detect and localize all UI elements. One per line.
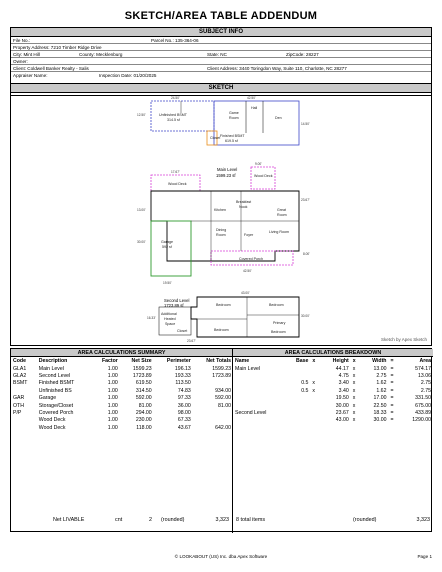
summary-cell: 118.00 <box>136 424 152 431</box>
summary-cell: 642.00 <box>215 424 231 431</box>
breakdown-row <box>233 365 433 372</box>
breakdown-cell: 19.50 <box>335 395 349 402</box>
summary-cell: Unfinished BS <box>38 387 72 394</box>
dim-bsmt-left: 12.50' <box>137 113 146 117</box>
subject-row-appraiser <box>11 72 431 79</box>
summary-cell: BSMT <box>13 380 28 387</box>
summary-row <box>11 372 233 379</box>
county: County: Mecklenburg <box>79 52 123 57</box>
net-livable-unit: cnt <box>115 517 123 523</box>
net-livable-rounded: (rounded) <box>161 517 185 523</box>
breakdown-cell: = <box>390 387 394 394</box>
summary-cell: 113.50 <box>175 380 191 387</box>
finished-bsmt-area: 619.5 sf <box>225 139 238 143</box>
document-title: SKETCH/AREA TABLE ADDENDUM <box>124 10 318 22</box>
hall-label: Hall <box>251 106 258 110</box>
summary-cell: 43.67 <box>177 424 191 431</box>
breakdown-cell: 0.5 <box>301 380 309 387</box>
summary-cell: 1599.23 <box>132 365 152 372</box>
net-livable-label: Net LIVABLE <box>53 517 85 523</box>
summary-cell: 1.00 <box>107 424 118 431</box>
garage-label: Garage <box>161 240 173 244</box>
subject-row-file <box>11 37 431 44</box>
wood-deck-2-label: Wood Deck <box>254 174 273 178</box>
dim-porch-bottom: 42.50' <box>243 269 252 273</box>
dim-garage-bottom: 19.50' <box>163 281 172 285</box>
breakdown-cell <box>286 409 311 416</box>
summary-cell: 294.00 <box>135 410 152 417</box>
second-level-plan <box>147 291 310 343</box>
summary-cell: 1723.89 <box>212 373 231 380</box>
breakdown-cell: 13.06 <box>418 373 431 380</box>
summary-cell: 74.83 <box>177 387 191 394</box>
summary-cell: Finished BSMT <box>38 380 75 387</box>
great-label: Great <box>277 208 286 212</box>
summary-cell: 1.00 <box>107 395 118 402</box>
breakdown-col-eq: = <box>390 358 394 364</box>
breakdown-cell: 13.00 <box>373 365 387 372</box>
dim-second-left: 16.33' <box>147 316 156 320</box>
breakdown-cell: = <box>390 395 394 402</box>
client-address: Client Address: 3440 Toringdon Way, Suite 110, Charlotte, NC 28277 <box>207 66 347 71</box>
total-items-label: 8 total items <box>236 517 266 523</box>
breakdown-cell <box>233 395 286 402</box>
breakfast-label: Breakfast <box>236 200 252 204</box>
summary-cell: 81.00 <box>218 402 231 409</box>
summary-cell <box>11 424 37 431</box>
breakdown-cell: 30.00 <box>335 402 349 409</box>
area-summary-section <box>11 349 233 533</box>
summary-col-description: Description <box>38 358 68 364</box>
dining-label: Dining <box>216 228 227 232</box>
main-level-area: 1599.23 sf <box>216 173 236 178</box>
summary-cell: 1.00 <box>107 380 118 387</box>
summary-cell: P/P <box>13 410 22 417</box>
breakdown-cell: x <box>312 380 316 387</box>
breakdown-cell: 43.00 <box>335 417 349 424</box>
summary-cell: 67.33 <box>177 417 191 424</box>
summary-row <box>11 417 233 424</box>
breakdown-cell: 433.89 <box>415 410 431 417</box>
subject-row-owner <box>11 58 431 65</box>
breakdown-cell <box>310 372 320 379</box>
breakdown-cell: x <box>312 387 316 394</box>
subject-row-client <box>11 65 431 72</box>
breakdown-row <box>233 372 433 379</box>
summary-row <box>11 409 233 416</box>
breakdown-cell <box>310 409 320 416</box>
dim-second-top: 43.00' <box>241 291 250 295</box>
garage-area: 592 sf <box>162 245 172 249</box>
breakdown-row <box>233 402 433 409</box>
unfinished-bsmt-label: Unfinished BSMT <box>159 113 187 117</box>
breakdown-cell: x <box>352 373 356 380</box>
summary-cell: 98.00 <box>177 410 191 417</box>
summary-cell: 1723.89 <box>132 373 152 380</box>
area-breakdown-table <box>233 357 433 424</box>
breakdown-cell: 675.00 <box>415 402 431 409</box>
summary-cell <box>11 417 37 424</box>
summary-header-row <box>11 357 233 365</box>
dim-bsmt-right-top: 42.50' <box>247 96 256 100</box>
summary-cell: 1.00 <box>107 410 118 417</box>
summary-cell: Main Level <box>38 365 64 372</box>
dim-bsmt-top: 24.50' <box>171 96 180 100</box>
breakdown-col-x2: x <box>352 358 356 364</box>
breakdown-cell: 4.75 <box>338 373 349 380</box>
breakdown-cell: 1.62 <box>376 387 387 394</box>
additional-label: Additional <box>161 312 177 316</box>
bedroom-4-label: Bedroom <box>271 330 286 334</box>
subject-row-address <box>11 44 431 51</box>
summary-cell: 97.33 <box>177 395 191 402</box>
sketch-panel <box>10 83 432 346</box>
primary-label: Primary <box>273 321 286 325</box>
dim-second-bottom: 23.67' <box>187 339 196 343</box>
bedroom-3-label: Bedroom <box>214 328 229 332</box>
kitchen-label: Kitchen <box>214 208 226 212</box>
closet-label: Closet <box>210 136 221 140</box>
sketch-credit: Sketch by Apex Sketch <box>380 337 427 342</box>
summary-cell: 196.13 <box>174 365 191 372</box>
summary-cell <box>193 417 233 424</box>
second-level-area: 1723.89 sf <box>164 303 184 308</box>
great-room-label: Room <box>277 213 287 217</box>
breakdown-row <box>233 380 433 387</box>
summary-col-code: Code <box>13 358 26 364</box>
summary-cell: 592.00 <box>135 395 152 402</box>
dim-bsmt-right: 14.50' <box>301 122 310 126</box>
dim-garage-left: 30.00' <box>137 240 146 244</box>
breakdown-cell <box>310 402 320 409</box>
breakdown-cell: x <box>352 387 356 394</box>
breakdown-rounded: (rounded) <box>353 517 377 523</box>
breakdown-cell: 574.17 <box>415 365 431 372</box>
breakdown-cell: x <box>352 402 356 409</box>
breakdown-cell <box>286 365 311 372</box>
breakdown-cell: = <box>390 402 394 409</box>
breakdown-cell: 331.50 <box>415 395 431 402</box>
summary-row <box>11 365 233 372</box>
breakdown-col-width: Width <box>372 358 387 364</box>
summary-cell: Wood Deck <box>38 417 66 424</box>
breakdown-cell <box>310 417 320 424</box>
summary-cell: 1.00 <box>107 387 118 394</box>
summary-cell: 619.50 <box>135 380 152 387</box>
breakdown-total: 3,323 <box>416 517 430 523</box>
breakdown-cell: = <box>390 365 394 372</box>
breakdown-cell: = <box>390 380 394 387</box>
summary-cell: Garage <box>38 395 57 402</box>
breakdown-row <box>233 417 433 424</box>
summary-cell: GLA1 <box>13 365 27 372</box>
breakdown-cell: = <box>390 417 394 424</box>
summary-cell: 193.33 <box>174 373 191 380</box>
city: City: Mint Hill <box>13 52 40 57</box>
den-label: Den <box>275 116 282 120</box>
appraiser-name: Appraiser Name: <box>13 73 48 78</box>
summary-cell: 36.00 <box>177 402 191 409</box>
summary-col-perimeter: Perimeter <box>166 358 191 364</box>
bedroom-2-label: Bedroom <box>269 303 284 307</box>
space-label: Space <box>165 322 176 326</box>
summary-row <box>11 402 233 409</box>
parcel-no: Parcel No.: 135-364-06 <box>151 38 199 43</box>
summary-cell: 230.00 <box>135 417 152 424</box>
breakdown-header-row <box>233 357 433 365</box>
living-room-label: Living Room <box>269 230 289 234</box>
dim-main-left: 13.00' <box>137 208 146 212</box>
summary-cell <box>193 380 233 387</box>
foyer-label: Foyer <box>244 233 254 237</box>
area-calculations-panel <box>10 348 432 532</box>
basement-plan <box>137 96 310 145</box>
breakdown-row <box>233 387 433 394</box>
summary-cell: 1.00 <box>107 373 118 380</box>
summary-cell: Second Level <box>38 373 71 380</box>
breakdown-col-x1: x <box>312 358 316 364</box>
breakdown-row <box>233 395 433 402</box>
breakdown-cell: = <box>390 373 394 380</box>
dim-deck-top: 17.67' <box>171 170 180 174</box>
covered-porch-label: Covered Porch <box>239 257 263 261</box>
net-livable-total: 3,323 <box>215 517 229 523</box>
net-livable-count: 2 <box>149 517 152 523</box>
area-summary-header: AREA CALCULATIONS SUMMARY <box>11 349 232 357</box>
summary-cell: Wood Deck <box>38 424 66 431</box>
breakdown-cell <box>286 417 311 424</box>
breakdown-cell: 3.40 <box>338 380 349 387</box>
dining-room-label: Room <box>216 233 226 237</box>
area-breakdown-header: AREA CALCULATIONS BREAKDOWN <box>233 349 433 357</box>
summary-cell: Storage/Closet <box>38 402 74 409</box>
breakdown-cell: Second Level <box>235 410 267 417</box>
breakdown-col-area: Area <box>419 358 431 364</box>
breakdown-cell: x <box>352 365 356 372</box>
breakdown-row <box>233 409 433 416</box>
breakdown-col-name: Name <box>235 358 250 364</box>
zip-code: ZipCode: 28227 <box>286 52 319 57</box>
dim-main-right: 23.67' <box>301 198 310 202</box>
dim-deck2-top: 9.00' <box>255 162 262 166</box>
summary-cell: 934.00 <box>215 387 231 394</box>
game-label: Game <box>229 111 239 115</box>
summary-cell <box>193 409 233 416</box>
summary-cell: GLA2 <box>13 373 27 380</box>
summary-cell: 81.00 <box>138 402 152 409</box>
summary-cell: 592.00 <box>215 395 231 402</box>
breakdown-cell: 22.50 <box>373 402 387 409</box>
finished-bsmt-label: Finished BSMT <box>220 134 245 138</box>
summary-col-net-size: Net Size <box>131 358 152 364</box>
breakdown-cell <box>310 395 320 402</box>
breakdown-cell: 44.17 <box>335 365 349 372</box>
summary-col-net-totals: Net Totals <box>206 358 231 364</box>
closet-2-label: Closet <box>177 329 188 333</box>
footer-copyright: © LOOKABOUT (US) Inc. dba Apex Software <box>174 554 268 559</box>
breakdown-cell <box>286 402 311 409</box>
footer-page-number: Page 1 <box>417 554 432 559</box>
nook-label: Nook <box>239 205 248 209</box>
inspection-date: Inspection Date: 01/20/2025 <box>99 73 157 78</box>
breakdown-cell: x <box>352 395 356 402</box>
breakdown-cell: 1.62 <box>376 380 387 387</box>
breakdown-cell: x <box>352 380 356 387</box>
summary-cell: 1.00 <box>107 402 118 409</box>
summary-row <box>11 424 233 431</box>
breakdown-cell <box>233 380 286 387</box>
summary-row <box>11 395 233 402</box>
client: Client: Coldwell Banker Realty - Salis <box>13 66 89 71</box>
file-no: File No.: <box>13 38 31 43</box>
summary-cell: 314.50 <box>135 387 152 394</box>
summary-cell: 1599.23 <box>212 365 231 372</box>
subject-info-header: SUBJECT INFO <box>11 28 431 37</box>
breakdown-cell: 2.75 <box>376 373 387 380</box>
sketch-header: SKETCH <box>11 84 431 93</box>
dim-porch-right: 8.00' <box>303 252 310 256</box>
breakdown-cell: 0.5 <box>301 387 309 394</box>
breakdown-cell: 3.40 <box>338 387 349 394</box>
owner: Owner: <box>13 59 28 64</box>
floor-plan-sketch <box>11 93 431 345</box>
breakdown-cell <box>286 372 311 379</box>
property-address: Property Address: 7210 Timber Ridge Drive <box>13 45 102 50</box>
breakdown-cell: 17.00 <box>373 395 387 402</box>
summary-cell: 1.00 <box>107 365 118 372</box>
breakdown-cell: 23.67 <box>335 410 349 417</box>
breakdown-cell: = <box>390 410 394 417</box>
breakdown-cell <box>233 387 286 394</box>
game-room-label: Room <box>229 116 239 120</box>
summary-cell: 1.00 <box>107 417 118 424</box>
breakdown-cell: 2.75 <box>420 380 431 387</box>
summary-cell: OTH <box>13 402 24 409</box>
main-level-label: Main Level <box>217 167 238 172</box>
heated-label: Heated <box>164 317 176 321</box>
breakdown-cell: 30.00 <box>373 417 387 424</box>
breakdown-cell: x <box>352 417 356 424</box>
area-breakdown-section <box>233 349 433 533</box>
unfinished-bsmt-area: 314.5 sf <box>167 118 180 122</box>
breakdown-cell: x <box>352 410 356 417</box>
breakdown-cell <box>233 372 286 379</box>
wood-deck-1-label: Wood Deck <box>168 182 187 186</box>
subject-row-city <box>11 51 431 58</box>
breakdown-cell <box>233 402 286 409</box>
breakdown-cell: 2.75 <box>420 387 431 394</box>
breakdown-cell: Main Level <box>235 365 261 372</box>
summary-row <box>11 380 233 387</box>
state: State: NC <box>207 52 227 57</box>
breakdown-cell <box>310 365 320 372</box>
summary-row <box>11 387 233 394</box>
summary-cell <box>11 387 37 394</box>
breakdown-cell: 18.33 <box>373 410 387 417</box>
breakdown-cell: 1290.00 <box>412 417 431 424</box>
breakdown-col-height: Height <box>332 358 349 364</box>
breakdown-col-base: Base <box>296 358 309 364</box>
area-summary-table <box>11 357 233 432</box>
summary-col-factor: Factor <box>101 358 118 364</box>
breakdown-cell <box>233 417 286 424</box>
summary-cell: Covered Porch <box>38 410 74 417</box>
dim-second-right: 30.00' <box>301 314 310 318</box>
main-level-plan <box>137 162 310 285</box>
summary-cell: GAR <box>13 395 25 402</box>
breakdown-cell <box>286 395 311 402</box>
second-level-label: Second Level <box>164 298 190 303</box>
bedroom-1-label: Bedroom <box>216 303 231 307</box>
